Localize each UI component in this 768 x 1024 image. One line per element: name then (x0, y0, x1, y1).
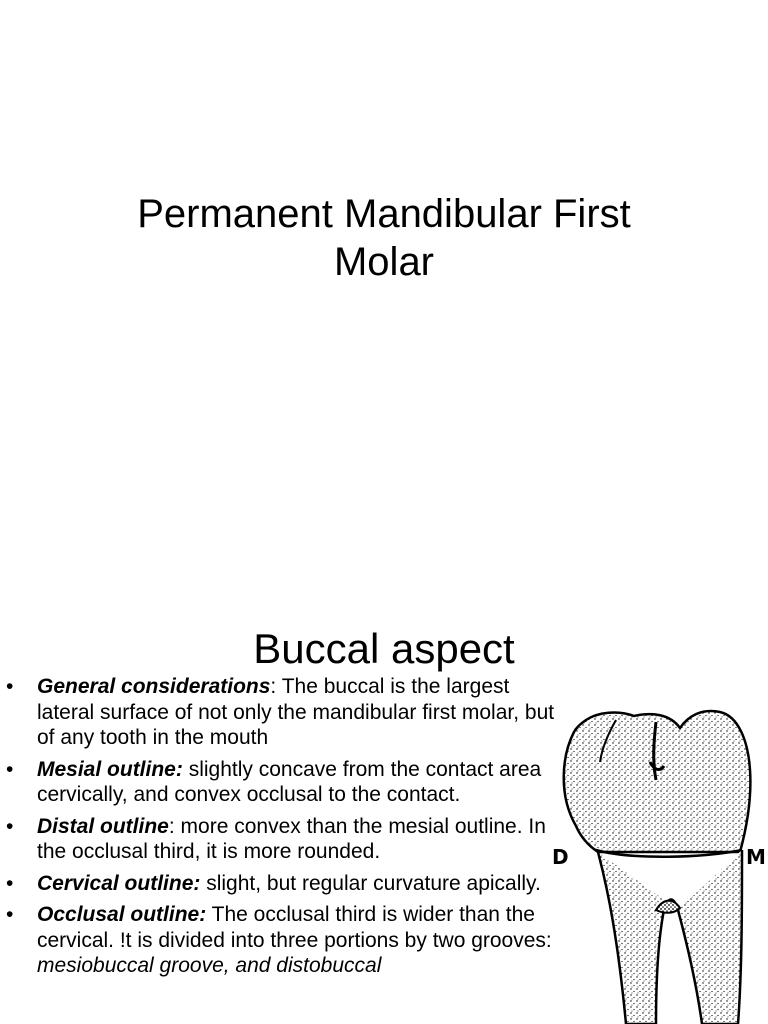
mesial-label: M (746, 845, 766, 869)
mesial-root (678, 850, 742, 1024)
distal-label: D (552, 845, 569, 869)
slide-title-line-2: Molar (333, 240, 435, 284)
slide-title-line-1: Permanent Mandibular First (137, 192, 631, 236)
bullet-text: slightly concave from the contact area cervically, and convex occlusal to the contact. (37, 757, 542, 806)
bullet-term: Occlusal outline: (37, 903, 207, 926)
bullet-term: Cervical outline: (37, 871, 201, 895)
bullet-text: slight, but regular curvature apically. (200, 871, 541, 895)
bullet-italic-text: mesiobuccal groove, and distobuccal (37, 954, 382, 977)
bullet-cervical-outline (6, 871, 558, 897)
buccal-aspect-slide (0, 576, 768, 1024)
bullet-general-considerations (6, 674, 558, 751)
bullet-term: Distal outline (37, 814, 169, 838)
bullet-dot: • (6, 814, 14, 838)
molar-crown (564, 711, 751, 852)
molar-buccal-figure (552, 700, 768, 1024)
bullet-text: The occlusal third is wider than the cervical. !t is divided into three portions by two grooves: (37, 903, 552, 952)
bullet-dot: • (6, 757, 14, 781)
bullet-distal-outline (6, 814, 558, 865)
bullet-dot: • (6, 903, 14, 926)
bullet-text: : more convex than the mesial outline. In the occlusal third, it is more rounded. (37, 814, 546, 863)
section-heading: Buccal aspect (253, 625, 515, 672)
bullet-dot: • (6, 675, 14, 698)
distal-root (598, 852, 678, 1024)
molar-illustration (552, 700, 768, 1024)
bullet-dot: • (6, 871, 14, 895)
bullet-list (6, 674, 558, 985)
bullet-term: Mesial outline: (37, 757, 183, 781)
bullet-term: General considerations (37, 675, 271, 698)
bullet-occlusal-outline (6, 902, 558, 979)
bullet-text: : The buccal is the largest lateral surface of not only the mandibular first molar, but of any tooth in the mouth (37, 675, 555, 749)
slide-title (40, 190, 728, 286)
bullet-mesial-outline (6, 757, 558, 808)
